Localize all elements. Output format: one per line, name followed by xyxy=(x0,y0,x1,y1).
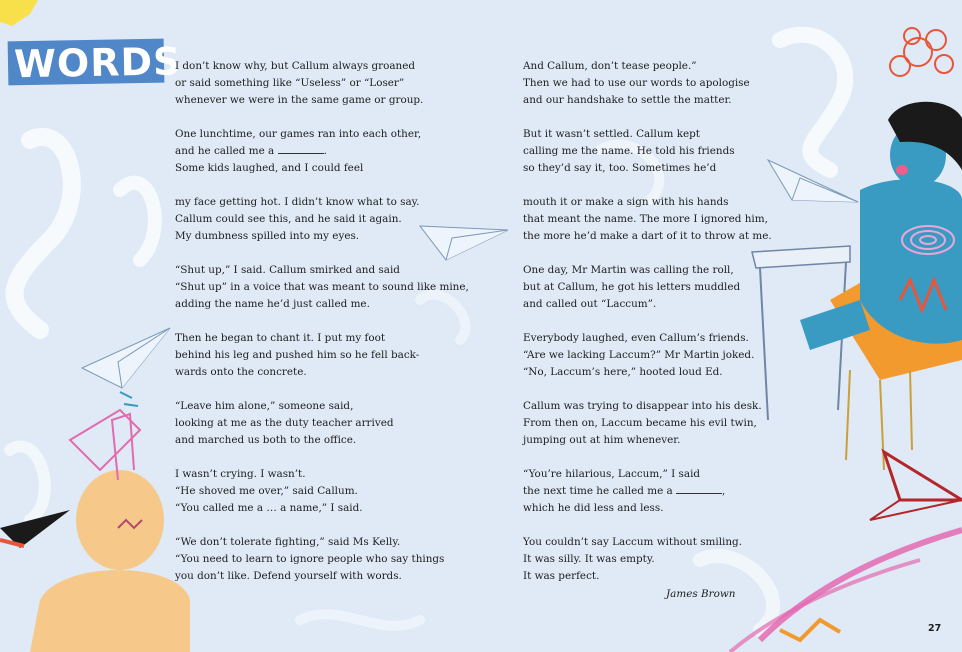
stanza xyxy=(175,534,485,585)
poem-line-with-blank: the next time he called me a , xyxy=(523,485,726,497)
stanza xyxy=(523,126,833,177)
poem-line: Then we had to use our words to apologise xyxy=(523,77,750,89)
poem-line: I wasn’t crying. I wasn’t. xyxy=(175,468,306,480)
stanza xyxy=(523,330,833,381)
poem-line: “He shoved me over,” said Callum. xyxy=(175,485,358,497)
page-title: WORDS xyxy=(13,39,182,87)
poem-line: “You called me a … a name,” I said. xyxy=(175,502,363,514)
stanza xyxy=(523,194,833,245)
stanza xyxy=(175,330,485,381)
poem-line: One lunchtime, our games ran into each other, xyxy=(175,128,422,140)
yellow-scribble-icon xyxy=(0,0,38,26)
stanza xyxy=(175,126,485,177)
poem-line: Callum could see this, and he said it again. xyxy=(175,213,402,225)
poem-line: and our handshake to settle the matter. xyxy=(523,94,732,106)
poem-line: but at Callum, he got his letters muddled xyxy=(523,281,741,293)
poem-column-left xyxy=(175,58,485,602)
poem-line: Then he began to chant it. I put my foot xyxy=(175,332,386,344)
poem-line: looking at me as the duty teacher arrived xyxy=(175,417,394,429)
poem-line: behind his leg and pushed him so he fell back- xyxy=(175,349,420,361)
poem-line: that meant the name. The more I ignored him, xyxy=(523,213,768,225)
stanza xyxy=(175,262,485,313)
poem-line: or said something like “Useless” or “Loser” xyxy=(175,77,405,89)
poem-line: “You need to learn to ignore people who say things xyxy=(175,553,445,565)
poem-line: the more he’d make a dart of it to throw at me. xyxy=(523,230,772,242)
title-badge xyxy=(8,39,182,87)
stanza xyxy=(175,398,485,449)
poem-line: I don’t know why, but Callum always groaned xyxy=(175,60,416,72)
poem-line: My dumbness spilled into my eyes. xyxy=(175,230,360,242)
poem-line-text: and he called me a xyxy=(175,145,275,157)
poem-line: It was perfect. xyxy=(523,570,600,582)
stanza xyxy=(523,466,833,517)
poem-line: Some kids laughed, and I could feel xyxy=(175,162,364,174)
poem-line: One day, Mr Martin was calling the roll, xyxy=(523,264,734,276)
stanza xyxy=(175,194,485,245)
poem-column-right xyxy=(523,58,833,602)
stanza xyxy=(523,398,833,449)
stanza xyxy=(523,58,833,109)
poem-line: which he did less and less. xyxy=(523,502,664,514)
poem-line: “We don’t tolerate fighting,” said Ms Kelly. xyxy=(175,536,401,548)
poem-line: mouth it or make a sign with his hands xyxy=(523,196,729,208)
poem-line: and marched us both to the office. xyxy=(175,434,357,446)
blank-line xyxy=(278,144,324,154)
poem-line: adding the name he’d just called me. xyxy=(175,298,370,310)
poem-line: “Shut up,” I said. Callum smirked and said xyxy=(175,264,400,276)
poem-line: Everybody laughed, even Callum’s friends. xyxy=(523,332,749,344)
poem-line-with-blank: and he called me a . xyxy=(175,145,327,157)
poem-line: wards onto the concrete. xyxy=(175,366,307,378)
stanza xyxy=(175,466,485,517)
poem-line: But it wasn’t settled. Callum kept xyxy=(523,128,700,140)
poem-line: It was silly. It was empty. xyxy=(523,553,655,565)
poem-line: “Shut up” in a voice that was meant to sound like mine, xyxy=(175,281,469,293)
poem-line: “Leave him alone,” someone said, xyxy=(175,400,354,412)
stanza xyxy=(523,262,833,313)
poem-line: whenever we were in the same game or group. xyxy=(175,94,424,106)
poem-line: you don’t like. Defend yourself with words. xyxy=(175,570,402,582)
poem-line-text: the next time he called me a xyxy=(523,485,673,497)
page-number: 27 xyxy=(928,623,942,634)
poem-line: so they’d say it, too. Sometimes he’d xyxy=(523,162,717,174)
poem-line: From then on, Laccum became his evil twin, xyxy=(523,417,757,429)
poem-line: And Callum, don’t tease people.” xyxy=(523,60,697,72)
flower-scribble-icon xyxy=(890,28,953,76)
poem-line: and called out “Laccum”. xyxy=(523,298,657,310)
blank-line xyxy=(676,484,722,494)
poem-line: jumping out at him whenever. xyxy=(523,434,681,446)
stanza xyxy=(175,58,485,109)
poem-line: calling me the name. He told his friends xyxy=(523,145,735,157)
poem-line: “You’re hilarious, Laccum,” I said xyxy=(523,468,701,480)
poem-line: “Are we lacking Laccum?” Mr Martin joked. xyxy=(523,349,755,361)
stanza xyxy=(523,534,833,585)
author-credit: James Brown xyxy=(666,588,736,600)
girl-illustration xyxy=(0,392,190,652)
poem-line: You couldn’t say Laccum without smiling. xyxy=(523,536,743,548)
poem-line: “No, Laccum’s here,” hooted loud Ed. xyxy=(523,366,723,378)
poem-line: my face getting hot. I didn’t know what to say. xyxy=(175,196,420,208)
poem-line: Callum was trying to disappear into his desk. xyxy=(523,400,762,412)
